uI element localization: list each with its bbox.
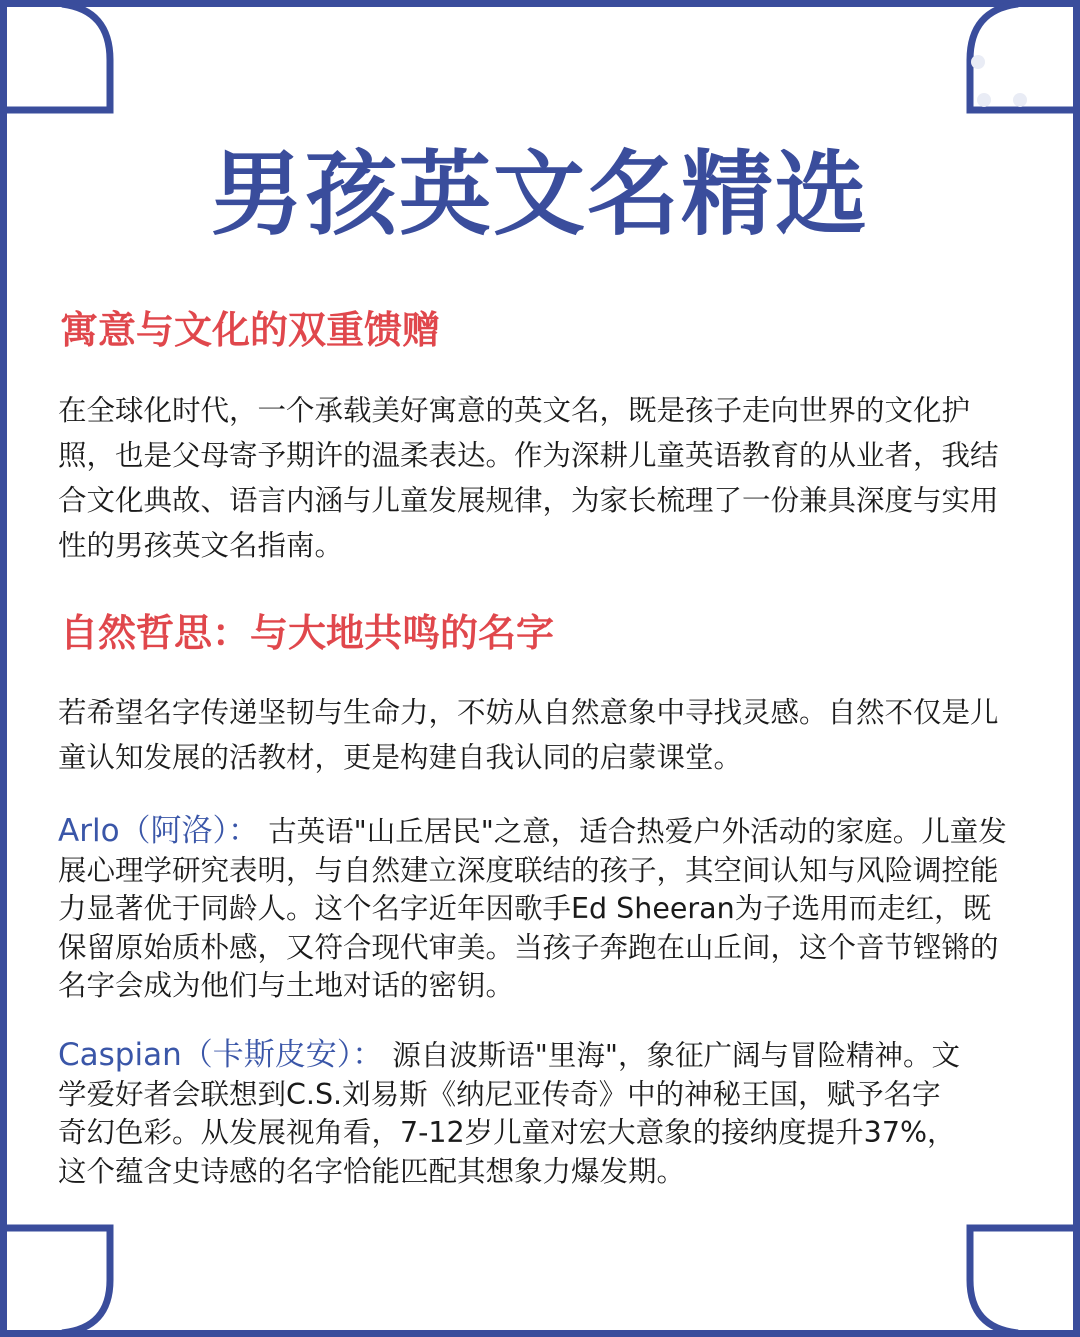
- name-label-arlo: Arlo（阿洛）：: [58, 813, 260, 849]
- section-heading-culture: 寓意与文化的双重馈赠: [60, 308, 441, 352]
- name-description-arlo: 古英语"山丘居民"之意，适合热爱户外活动的家庭。儿童发展心理学研究表明，与自然建立深度联结的孩子，其空间认知与风险调控能力显著优于同龄人。这个名字近年因歌手Ed Sheeran为子选用而走红，既保留原始质朴感，又符合现代审美。当孩子奔跑在山丘间，这个音节铿锵的名字会成为他们与土地对话的密钥。: [58, 815, 1007, 1002]
- section-heading-nature: 自然哲思：与大地共鸣的名字: [60, 611, 555, 655]
- name-entry-arlo: [58, 812, 1018, 1006]
- nature-paragraph: 若希望名字传递坚韧与生命力，不妨从自然意象中寻找灵感。自然不仅是儿童认知发展的活教材，更是构建自我认同的启蒙课堂。: [58, 696, 999, 774]
- name-label-caspian: Caspian（卡斯皮安）：: [58, 1037, 384, 1073]
- name-entry-caspian: [58, 1036, 963, 1191]
- page-title: 男孩英文名精选: [210, 141, 869, 248]
- intro-paragraph: 在全球化时代，一个承载美好寓意的英文名，既是孩子走向世界的文化护照，也是父母寄予期许的温柔表达。作为深耕儿童英语教育的从业者，我结合文化典故、语言内涵与儿童发展规律，为家长梳理了一份兼具深度与实用性的男孩英文名指南。: [58, 394, 999, 562]
- name-description-caspian: 源自波斯语"里海"，象征广阔与冒险精神。文学爱好者会联想到C.S.刘易斯《纳尼亚传奇》中的神秘王国，赋予名字奇幻色彩。从发展视角看，7-12岁儿童对宏大意象的接纳度提升37%，这个蕴含史诗感的名字恰能匹配其想象力爆发期。: [58, 1039, 961, 1188]
